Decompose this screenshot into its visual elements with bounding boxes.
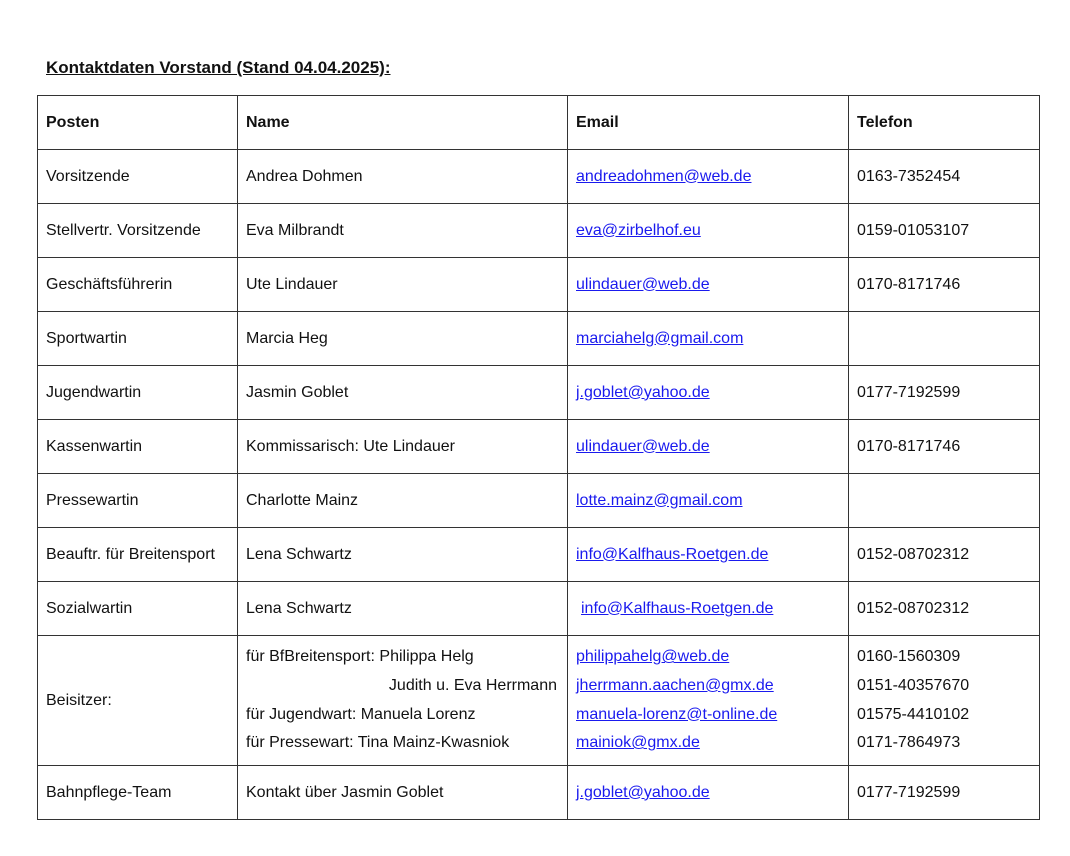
- cell-telefon: 0152-08702312: [849, 528, 1040, 582]
- cell-telefon: 0177-7192599: [849, 766, 1040, 820]
- table-row-sportwartin: [38, 312, 1040, 366]
- cell-name: Lena Schwartz: [238, 528, 568, 582]
- cell-telefon: [849, 474, 1040, 528]
- header-name: Name: [238, 96, 568, 150]
- cell-name: Marcia Heg: [238, 312, 568, 366]
- beisitzer-names: [246, 643, 559, 757]
- email-link[interactable]: info@Kalfhaus-Roetgen.de: [581, 599, 774, 617]
- email-link[interactable]: marciahelg@gmail.com: [576, 329, 744, 347]
- beisitzer-phone: 0171-7864973: [857, 734, 961, 752]
- table-row-vorsitzende: [38, 150, 1040, 204]
- email-link[interactable]: mainiok@gmx.de: [576, 734, 700, 752]
- cell-email: [568, 366, 849, 420]
- cell-email: [568, 420, 849, 474]
- beisitzer-phone: 0151-40357670: [857, 676, 970, 694]
- header-email: Email: [568, 96, 849, 150]
- cell-name: Jasmin Goblet: [238, 366, 568, 420]
- cell-telefon: 0163-7352454: [849, 150, 1040, 204]
- cell-posten: Pressewartin: [38, 474, 238, 528]
- cell-email: [568, 204, 849, 258]
- cell-email: [568, 258, 849, 312]
- cell-posten: Jugendwartin: [38, 366, 238, 420]
- contacts-table: [37, 95, 1040, 820]
- email-link[interactable]: lotte.mainz@gmail.com: [576, 491, 743, 509]
- page-title: Kontaktdaten Vorstand (Stand 04.04.2025):: [46, 58, 391, 77]
- cell-telefon: 0152-08702312: [849, 582, 1040, 636]
- beisitzer-name: Judith u. Eva Herrmann: [388, 676, 557, 694]
- beisitzer-name: für Pressewart: Tina Mainz-Kwasniok: [246, 734, 510, 752]
- header-telefon: Telefon: [849, 96, 1040, 150]
- header-posten: Posten: [38, 96, 238, 150]
- table-row-stellvertr-vorsitzende: [38, 204, 1040, 258]
- cell-name: Ute Lindauer: [238, 258, 568, 312]
- beisitzer-phones: [857, 643, 1031, 757]
- cell-email: [568, 474, 849, 528]
- cell-name: Kontakt über Jasmin Goblet: [238, 766, 568, 820]
- cell-posten: Bahnpflege-Team: [38, 766, 238, 820]
- email-link[interactable]: ulindauer@web.de: [576, 275, 710, 293]
- cell-posten: Stellvertr. Vorsitzende: [38, 204, 238, 258]
- beisitzer-emails: [576, 643, 840, 757]
- email-link[interactable]: ulindauer@web.de: [576, 437, 710, 455]
- cell-telefon: [849, 636, 1040, 766]
- email-link[interactable]: philippahelg@web.de: [576, 648, 730, 666]
- cell-name: Charlotte Mainz: [238, 474, 568, 528]
- table-row-geschaeftsfuehrerin: [38, 258, 1040, 312]
- table-row-sozialwartin: [38, 582, 1040, 636]
- cell-name: Andrea Dohmen: [238, 150, 568, 204]
- cell-email: [568, 528, 849, 582]
- cell-email: [568, 150, 849, 204]
- cell-email: [568, 312, 849, 366]
- cell-telefon: 0159-01053107: [849, 204, 1040, 258]
- cell-telefon: 0177-7192599: [849, 366, 1040, 420]
- table-header-row: [38, 96, 1040, 150]
- cell-telefon: [849, 312, 1040, 366]
- cell-name: [238, 636, 568, 766]
- email-link[interactable]: manuela-lorenz@t-online.de: [576, 705, 778, 723]
- beisitzer-name: für Jugendwart: Manuela Lorenz: [246, 705, 476, 723]
- cell-posten: Kassenwartin: [38, 420, 238, 474]
- email-link[interactable]: j.goblet@yahoo.de: [576, 383, 710, 401]
- email-link[interactable]: info@Kalfhaus-Roetgen.de: [576, 545, 769, 563]
- cell-name: Lena Schwartz: [238, 582, 568, 636]
- email-link[interactable]: j.goblet@yahoo.de: [576, 783, 710, 801]
- beisitzer-phone: 01575-4410102: [857, 705, 970, 723]
- cell-posten: Beauftr. für Breitensport: [38, 528, 238, 582]
- table-row-beauftr-breitensport: [38, 528, 1040, 582]
- table-row-kassenwartin: [38, 420, 1040, 474]
- table-row-beisitzer: [38, 636, 1040, 766]
- email-link[interactable]: eva@zirbelhof.eu: [576, 221, 701, 239]
- cell-name: Kommissarisch: Ute Lindauer: [238, 420, 568, 474]
- cell-posten: Sozialwartin: [38, 582, 238, 636]
- cell-telefon: 0170-8171746: [849, 258, 1040, 312]
- cell-email: [568, 766, 849, 820]
- cell-posten: Sportwartin: [38, 312, 238, 366]
- table-row-jugendwartin: [38, 366, 1040, 420]
- email-link[interactable]: jherrmann.aachen@gmx.de: [576, 676, 774, 694]
- cell-posten: Geschäftsführerin: [38, 258, 238, 312]
- email-link[interactable]: andreadohmen@web.de: [576, 167, 752, 185]
- table-row-pressewartin: [38, 474, 1040, 528]
- cell-telefon: 0170-8171746: [849, 420, 1040, 474]
- beisitzer-phone: 0160-1560309: [857, 648, 961, 666]
- cell-name: Eva Milbrandt: [238, 204, 568, 258]
- cell-posten: Vorsitzende: [38, 150, 238, 204]
- cell-posten: Beisitzer:: [38, 636, 238, 766]
- beisitzer-name: für BfBreitensport: Philippa Helg: [246, 648, 474, 666]
- cell-email: [568, 582, 849, 636]
- cell-email: [568, 636, 849, 766]
- table-row-bahnpflege-team: [38, 766, 1040, 820]
